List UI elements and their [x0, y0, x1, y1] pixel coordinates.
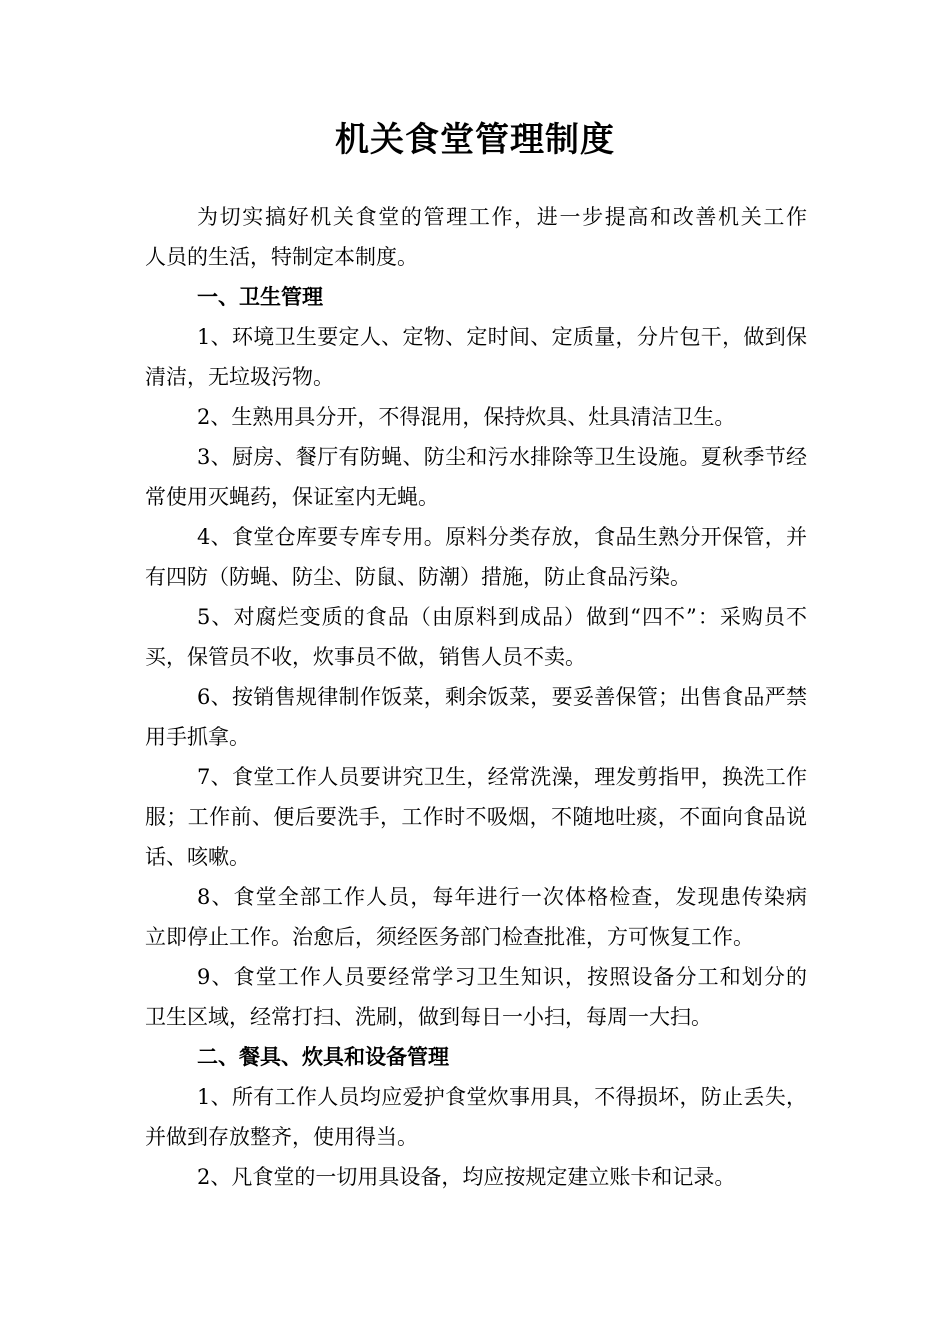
- text-line: 人员的生活，特制定本制度。: [145, 245, 418, 269]
- paragraph: [145, 437, 807, 517]
- text-line: 6、按销售规律制作饭菜，剩余饭菜，要妥善保管；出售食品严禁: [197, 685, 807, 709]
- text-line: 4、食堂仓库要专库专用。原料分类存放，食品生熟分开保管，并: [197, 525, 807, 549]
- document-title: 机关食堂管理制度: [335, 120, 615, 160]
- text-line: 卫生区域，经常打扫、洗刷，做到每日一小扫，每周一大扫。: [145, 1005, 712, 1029]
- text-line: 常使用灭蝇药，保证室内无蝇。: [145, 485, 439, 509]
- paragraph: [145, 597, 807, 677]
- paragraph: [145, 1077, 807, 1157]
- paragraph: [145, 397, 807, 437]
- text-line: 7、食堂工作人员要讲究卫生，经常洗澡，理发剪指甲，换洗工作: [197, 765, 807, 789]
- paragraph: [145, 957, 807, 1037]
- text-line: 清洁，无垃圾污物。: [145, 365, 334, 389]
- paragraph: [145, 317, 807, 397]
- section-heading: [145, 1037, 807, 1077]
- text-line: 1、环境卫生要定人、定物、定时间、定质量，分片包干，做到保: [197, 325, 807, 349]
- text-line: 2、生熟用具分开，不得混用，保持炊具、灶具清洁卫生。: [197, 405, 736, 429]
- document-body: [145, 197, 807, 1197]
- text-line: 5、对腐烂变质的食品（由原料到成品）做到“四不”：采购员不: [197, 605, 807, 629]
- text-line: 用手抓拿。: [145, 725, 250, 749]
- text-line: 2、凡食堂的一切用具设备，均应按规定建立账卡和记录。: [197, 1165, 736, 1189]
- text-line: 一、卫生管理: [197, 284, 323, 309]
- text-line: 并做到存放整齐，使用得当。: [145, 1125, 418, 1149]
- section-heading: [145, 277, 807, 317]
- paragraph: [145, 677, 807, 757]
- text-line: 买，保管员不收，炊事员不做，销售人员不卖。: [145, 645, 586, 669]
- text-line: 3、厨房、餐厅有防蝇、防尘和污水排除等卫生设施。夏秋季节经: [197, 445, 807, 469]
- paragraph: [145, 877, 807, 957]
- text-line: 有四防（防蝇、防尘、防鼠、防潮）措施，防止食品污染。: [145, 565, 691, 589]
- paragraph: [145, 1157, 807, 1197]
- text-line: 话、咳嗽。: [145, 845, 250, 869]
- text-line: 立即停止工作。治愈后，须经医务部门检查批准，方可恢复工作。: [145, 925, 754, 949]
- text-line: 8、食堂全部工作人员，每年进行一次体格检查，发现患传染病: [197, 885, 807, 909]
- paragraph: [145, 517, 807, 597]
- text-line: 1、所有工作人员均应爱护食堂炊事用具，不得损坏，防止丢失，: [197, 1085, 807, 1109]
- text-line: 9、食堂工作人员要经常学习卫生知识，按照设备分工和划分的: [197, 965, 807, 989]
- text-line: 为切实搞好机关食堂的管理工作，进一步提高和改善机关工作: [197, 205, 807, 229]
- text-line: 二、餐具、炊具和设备管理: [197, 1044, 449, 1069]
- paragraph: [145, 757, 807, 877]
- paragraph: [145, 197, 807, 277]
- text-line: 服；工作前、便后要洗手，工作时不吸烟，不随地吐痰，不面向食品说: [145, 805, 807, 829]
